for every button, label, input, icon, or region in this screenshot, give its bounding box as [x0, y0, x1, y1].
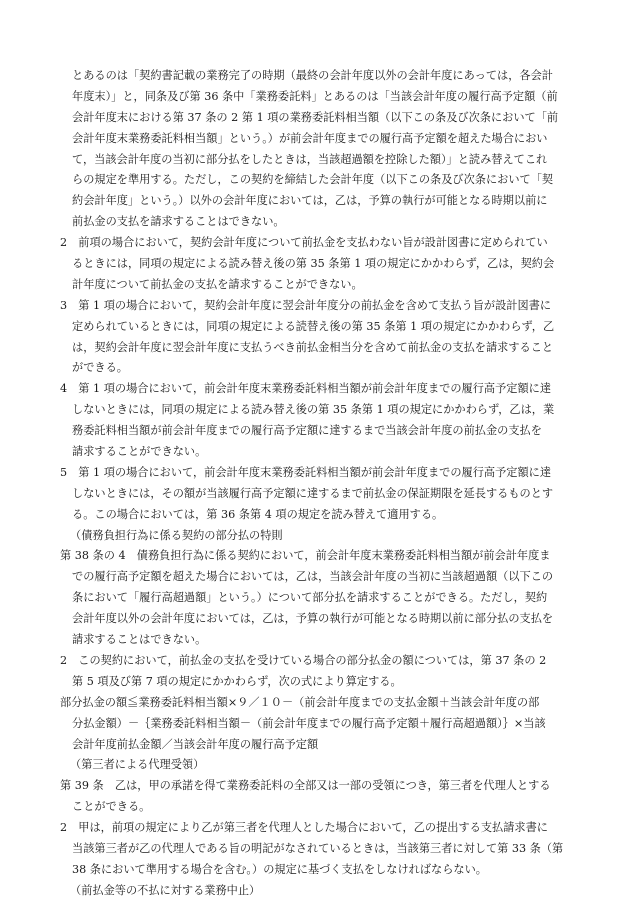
article-caption: （第三者による代理受領） [70, 758, 205, 772]
text-line: 条において「履行高超過額」という。）について部分払を請求することができる。ただし，契約 [72, 591, 548, 605]
formula-line: 分払金額）－｛業務委託料相当額－（前会計年度までの履行高予定額＋履行高超過額）｝×当該 [72, 716, 546, 730]
text-line: 前払金の支払を請求することはできない。 [72, 215, 285, 229]
text-line: 請求することはできない。 [72, 633, 207, 647]
text-line: しないときには，同項の規定による読み替え後の第 35 条第 1 項の規定にかかわらず，乙は，業 [72, 403, 555, 417]
text-line: ができる。 [72, 361, 128, 375]
text-line: て，当該会計年度の当初に部分払をしたときは，当該超過額を控除した額）」と読み替えてこれ [72, 152, 548, 166]
text-line: ことができる。 [72, 800, 151, 814]
text-line: は，契約会計年度に翌会計年度に支払うべき前払金相当分を含めて前払金の支払を請求すること [72, 340, 554, 354]
formula-line: 会計年度前払金額／当該会計年度の履行高予定額 [72, 737, 319, 751]
article-39-line: 第 39 条 乙は，甲の承諾を得て業務委託料の全部又は一部の受領につき，第三者を代理人とする [60, 779, 551, 793]
paragraph-3-line: 3 第 1 項の場合において，契約会計年度に翌会計年度分の前払金を含めて支払う旨が設計図書に [60, 298, 552, 312]
formula-line: 部分払金の額≦業務委託料相当額×９／１０－（前会計年度までの支払金額＋当該会計年度の部 [60, 695, 540, 709]
paragraph-2-line: 2 この契約において，前払金の支払を受けている場合の部分払金の額については，第 37 条の 2 [60, 653, 547, 667]
text-line: 会計年度末における第 37 条の 2 第 1 項の業務委託料相当額（以下この条及び次条において「前 [72, 110, 559, 124]
text-line: での履行高予定額を超えた場合においては，乙は，当該会計年度の当初に当該超過額（以下この [72, 570, 554, 584]
text-line: とあるのは「契約書記載の業務完了の時期（最終の会計年度以外の会計年度にあっては，各会計 [72, 69, 553, 82]
text-line: 当該第三者が乙の代理人である旨の明記がなされているときは，当該第三者に対して第 33 条（第 [72, 841, 564, 855]
article-38-4-line: 第 38 条の 4 債務負担行為に係る契約において，前会計年度末業務委託料相当額が前会計年度ま [60, 549, 551, 563]
text-line: 計年度について前払金の支払を請求することができない。 [72, 277, 363, 291]
paragraph-5-line: 5 第 1 項の場合において，前会計年度末業務委託料相当額が前会計年度までの履行高予定額に達 [60, 465, 552, 479]
text-line: 38 条において準用する場合を含む。）の規定に基づく支払をしなければならない。 [72, 862, 487, 876]
text-line: 年度末）」と，同条及び第 36 条中「業務委託料」とあるのは「当該会計年度の履行高予定額（前 [72, 89, 558, 103]
text-line: るときには，同項の規定による読み替え後の第 35 条第 1 項の規定にかかわらず，乙は，契約会 [72, 257, 555, 271]
text-line: 請求することができない。 [72, 445, 207, 459]
text-line: らの規定を準用する。ただし，この契約を締結した会計年度（以下この条及び次条において「契 [72, 173, 554, 187]
text-line: 第 5 項及び第 7 項の規定にかかわらず，次の式により算定する。 [72, 674, 402, 688]
paragraph-4-line: 4 第 1 項の場合において，前会計年度末業務委託料相当額が前会計年度までの履行高予定額に達 [60, 382, 552, 396]
text-line: 定められているときには，同項の規定による読替え後の第 35 条第 1 項の規定にかかわらず，乙 [72, 319, 555, 333]
text-line: 会計年度以外の会計年度においては，乙は，予算の執行が可能となる時期以前に部分払の支払を [72, 612, 554, 626]
text-line: しないときには，その額が当該履行高予定額に達するまで前払金の保証期限を延長するものとす [72, 486, 554, 500]
text-line: 約会計年度」という。）以外の会計年度においては，乙は，予算の執行が可能となる時期以前に [72, 194, 548, 208]
article-caption: （債務負担行為に係る契約の部分払の特則 [70, 528, 283, 542]
document-page [60, 66, 576, 902]
article-caption: （前払金等の不払に対する業務中止） [70, 883, 261, 897]
text-line: 務委託料相当額が前会計年度までの履行高予定額に達するまで当該会計年度の前払金の支払を [72, 424, 542, 438]
text-line: 会計年度末業務委託料相当額」という。）が前会計年度までの履行高予定額を超えた場合におい [72, 131, 548, 145]
text-line: る。この場合においては，第 36 条第 4 項の規定を読み替えて適用する。 [72, 507, 444, 521]
paragraph-2-line: 2 甲は，前項の規定により乙が第三者を代理人とした場合において，乙の提出する支払請求書に [60, 821, 548, 835]
paragraph-2-line: 2 前項の場合において，契約会計年度について前払金を支払わない旨が設計図書に定められてい [60, 236, 548, 250]
